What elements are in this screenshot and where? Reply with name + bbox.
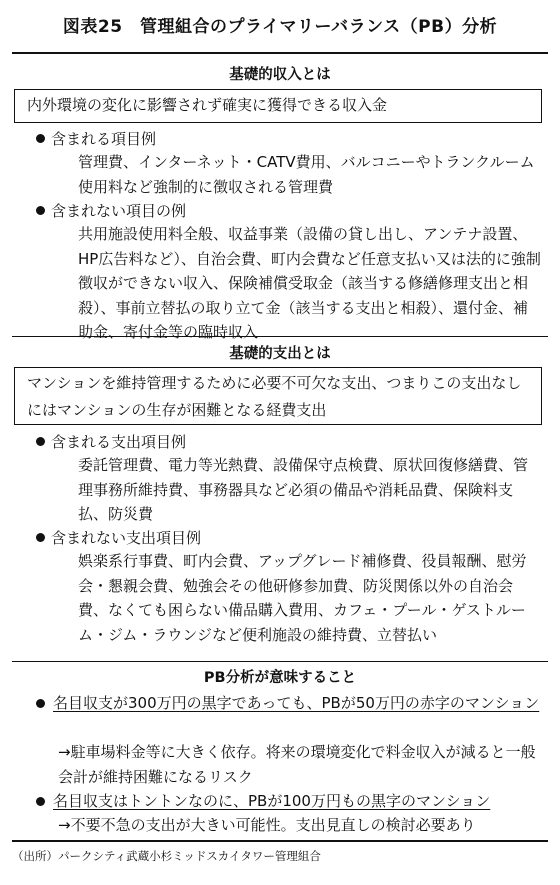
expense-excluded-bullet: [36, 526, 201, 550]
expense-excluded-text: 娯楽系行事費、町内会費、アップグレード補修費、役員報酬、慰労会・懇親会費、勉強会その他研修参加費、防災関係以外の自治会費、なくても困らない備品購入費用、カフェ・プール・ゲストルーム・ジム・ラウンジなど便利施設の維持費、立替払い: [78, 552, 527, 644]
pb-item-2: [36, 789, 546, 814]
pb-item-1: [36, 691, 546, 716]
bottom-rule: [12, 840, 548, 842]
expense-excluded-label: 含まれない支出項目例: [51, 529, 202, 547]
income-included-bullet: [36, 127, 156, 151]
bullet-dot: [36, 437, 45, 446]
expense-included-text: 委託管理費、電力等光熱費、設備保守点検費、原状回復修繕費、管理事務所維持費、事務器具など必須の備品や消耗品費、保険料支払、防災費: [78, 456, 529, 523]
expense-included-label: 含まれる支出項目例: [51, 433, 187, 451]
income-heading: 基礎的収入とは: [229, 67, 331, 83]
figure-title: 図表25 管理組合のプライマリーバランス（PB）分析: [62, 17, 498, 37]
expense-definition: マンションを維持管理するために必要不可欠な支出、つまりこの支出なしにはマンションの生存が困難となる経費支出: [27, 374, 522, 419]
section-divider: [12, 336, 548, 337]
income-excluded-bullet: [36, 199, 186, 223]
bullet-dot: [36, 533, 45, 542]
pb-item-2-text: 名目収支はトントンなのに、PBが100万円もの黒字のマンション: [53, 792, 491, 810]
bullet-dot: [36, 134, 45, 143]
source-note: （出所）パークシティ武蔵小杉ミッドスカイタワー管理組合: [12, 849, 321, 863]
expense-definition-box: [14, 367, 542, 425]
expense-included-bullet: [36, 430, 186, 454]
bullet-dot: [36, 699, 45, 708]
income-definition-box: [14, 89, 542, 123]
income-included-text: 管理費、インターネット・CATV費用、バルコニーやトランクルーム使用料など強制的に徴収される管理費: [78, 153, 535, 196]
expense-heading: 基礎的支出とは: [229, 346, 331, 362]
income-excluded-text: 共用施設使用料全般、収益事業（設備の貸し出し、アンテナ設置、HP広告料など）、自治会費、町内会費など任意支払い又は法的に強制徴収ができない収入、保険補償受取金（該当する修繕修理支出と相殺）、事前立替払の取り立て金（該当する支出と相殺）、還付金、補助金、寄付金等の臨時収入: [78, 225, 541, 341]
pb-heading: PB分析が意味すること: [203, 670, 357, 686]
bullet-dot: [36, 797, 45, 806]
bullet-dot: [36, 206, 45, 215]
top-rule: [12, 52, 548, 54]
section-divider: [12, 661, 548, 662]
pb-item-1-note: →駐車場料金等に大きく依存。将来の環境変化で料金収入が減ると一般会計が維持困難になるリスク: [58, 743, 536, 786]
income-included-label: 含まれる項目例: [51, 130, 157, 148]
income-definition: 内外環境の変化に影響されず確実に獲得できる収入金: [27, 96, 388, 114]
income-excluded-label: 含まれない項目の例: [51, 202, 187, 220]
pb-item-2-note: →不要不急の支出が大きい可能性。支出見直しの検討必要あり: [58, 816, 476, 834]
pb-item-1-text: 名目収支が300万円の黒字であっても、PBが50万円の赤字のマンション: [53, 694, 540, 712]
